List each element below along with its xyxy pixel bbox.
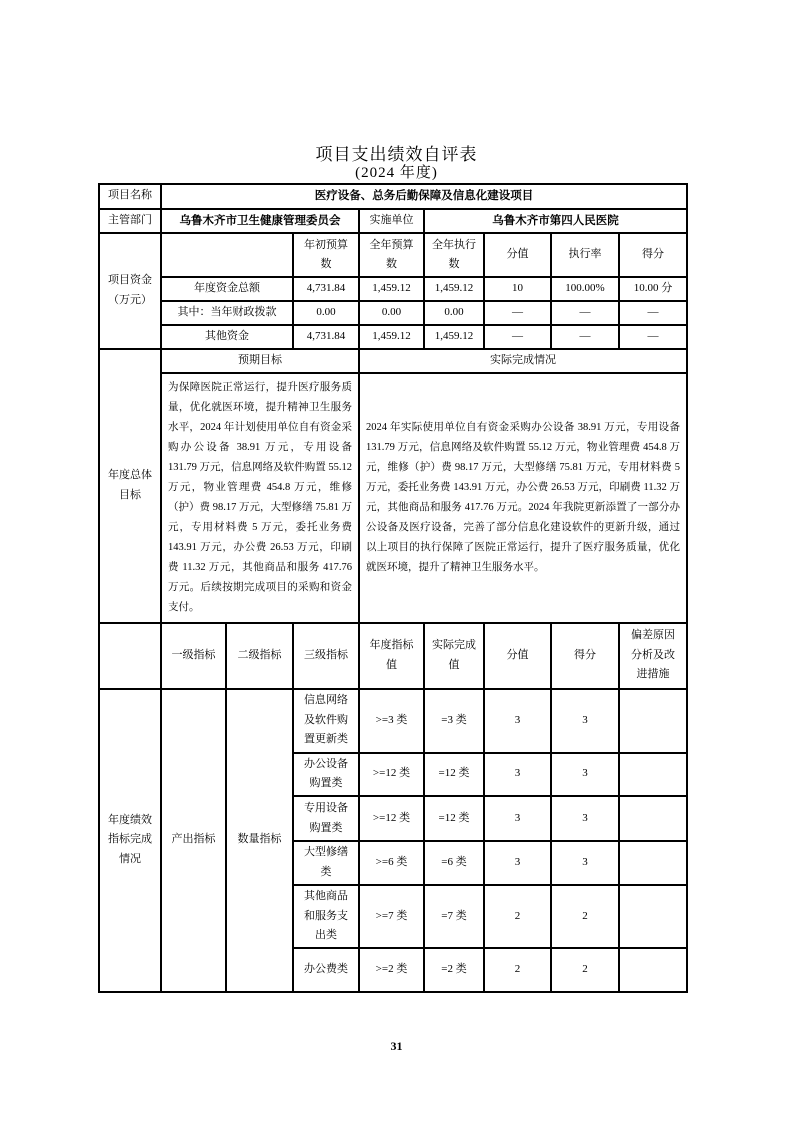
goal-body-row	[99, 373, 687, 623]
indicator-score: 3	[551, 841, 619, 885]
funds-cell: —	[484, 301, 551, 325]
funds-cell: 1,459.12	[359, 325, 424, 349]
funds-cell: 100.00%	[551, 277, 619, 301]
indicator-header-level1: 一级指标	[161, 623, 226, 689]
doc-title: 项目支出绩效自评表	[315, 145, 478, 164]
indicator-target: >=3 类	[359, 689, 424, 753]
indicator-actual: =6 类	[424, 841, 484, 885]
project-name-label: 项目名称	[99, 184, 161, 209]
funds-cell: —	[619, 325, 687, 349]
empty-cell	[99, 623, 161, 689]
indicator-score-value: 3	[484, 689, 551, 753]
funds-header-initial-budget: 年初预算数	[293, 233, 359, 277]
indicator-header-score-value: 分值	[484, 623, 551, 689]
indicator-actual: =7 类	[424, 885, 484, 948]
indicator-score-value: 2	[484, 885, 551, 948]
indicator-score: 3	[551, 689, 619, 753]
funds-row-other	[99, 325, 687, 349]
indicator-actual: =12 类	[424, 796, 484, 841]
goal-actual-text: 2024 年实际使用单位自有资金采购办公设备 38.91 万元，专用设备 131.79 万元，信息网络及软件购置 55.12 万元，物业管理费 454.8 万元，维修（护）费 98.17 万元，大型修缮 75.81 万元，专用材料费 5 万元，委托业务费 143.91 万元，办公费 26.53 万元，印刷费 11.32 万元，其他商品和服务 417.76 万元。2024 年我院更新添置了一部分办公设备及医疗设备，完善了部分信息化建设软件的更新升级，通过以上项目的执行保障了医院正常运行，提升了医疗服务质量，优化就医环境，提升了精神卫生服务水平。	[359, 373, 687, 623]
funds-header-annual-execution: 全年执行数	[424, 233, 484, 277]
dept-value: 乌鲁木齐市卫生健康管理委员会	[161, 209, 359, 234]
goal-actual-header: 实际完成情况	[359, 349, 687, 373]
dept-label: 主管部门	[99, 209, 161, 234]
impl-unit-value: 乌鲁木齐市第四人民医院	[424, 209, 687, 234]
project-name-row	[99, 184, 687, 209]
funds-cell: 4,731.84	[293, 277, 359, 301]
indicator-name: 大型修缮类	[293, 841, 359, 885]
funds-cell: —	[551, 325, 619, 349]
doc-subtitle: (2024 年度)	[355, 165, 438, 181]
empty-cell	[161, 233, 293, 277]
funds-cell: —	[619, 301, 687, 325]
indicator-header-level3: 三级指标	[293, 623, 359, 689]
funds-cell: —	[484, 325, 551, 349]
indicator-header-level2: 二级指标	[226, 623, 293, 689]
indicator-name: 信息网络及软件购置更新类	[293, 689, 359, 753]
funds-header-score-value: 分值	[484, 233, 551, 277]
indicator-score-value: 3	[484, 796, 551, 841]
indicator-name: 专用设备购置类	[293, 796, 359, 841]
funds-row-label: 其他资金	[161, 325, 293, 349]
indicator-target: >=2 类	[359, 948, 424, 992]
indicator-deviation-cell	[619, 753, 687, 797]
funds-cell: —	[551, 301, 619, 325]
indicator-target: >=12 类	[359, 796, 424, 841]
funds-cell: 1,459.12	[424, 277, 484, 301]
indicator-score: 2	[551, 885, 619, 948]
indicator-deviation-cell	[619, 841, 687, 885]
indicator-score: 3	[551, 753, 619, 797]
indicator-name: 办公设备购置类	[293, 753, 359, 797]
funds-cell: 1,459.12	[359, 277, 424, 301]
funds-cell: 1,459.12	[424, 325, 484, 349]
indicator-header-score: 得分	[551, 623, 619, 689]
funds-cell: 0.00	[359, 301, 424, 325]
indicator-deviation-cell	[619, 796, 687, 841]
funds-row-label: 年度资金总额	[161, 277, 293, 301]
indicator-actual: =12 类	[424, 753, 484, 797]
indicator-level2-value: 数量指标	[226, 689, 293, 993]
indicator-name: 其他商品和服务支出类	[293, 885, 359, 948]
funds-cell: 10.00 分	[619, 277, 687, 301]
department-row	[99, 209, 687, 234]
funds-header-score: 得分	[619, 233, 687, 277]
funds-row-total	[99, 277, 687, 301]
indicator-name: 办公费类	[293, 948, 359, 992]
indicator-score-value: 3	[484, 753, 551, 797]
indicator-deviation-cell	[619, 885, 687, 948]
goal-section-label: 年度总体目标	[99, 349, 161, 623]
funds-cell: 4,731.84	[293, 325, 359, 349]
project-name-value: 医疗设备、总务后勤保障及信息化建设项目	[161, 184, 687, 209]
indicator-row	[99, 689, 687, 753]
indicator-header-deviation: 偏差原因分析及改进措施	[619, 623, 687, 689]
indicator-actual: =2 类	[424, 948, 484, 992]
funds-section-label: 项目资金（万元）	[99, 233, 161, 348]
funds-header-execution-rate: 执行率	[551, 233, 619, 277]
indicator-score-value: 3	[484, 841, 551, 885]
indicator-actual: =3 类	[424, 689, 484, 753]
funds-cell: 10	[484, 277, 551, 301]
funds-row-fiscal	[99, 301, 687, 325]
goal-expected-header: 预期目标	[161, 349, 359, 373]
goal-header-row	[99, 349, 687, 373]
goal-expected-text: 为保障医院正常运行，提升医疗服务质量，优化就医环境，提升精神卫生服务水平，2024 年计划使用单位自有资金采购办公设备 38.91 万元，专用设备 131.79 万元，信息网络及软件购置 55.12 万元，物业管理费 454.8 万元，维修（护）费 98.17 万元，大型修缮 75.81 万元，专用材料费 5 万元，委托业务费 143.91 万元，办公费 26.53 万元，印刷费 11.32 万元，其他商品和服务 417.76 万元。后续按期完成项目的采购和资金支付。	[161, 373, 359, 623]
funds-cell: 0.00	[424, 301, 484, 325]
indicator-level1-value: 产出指标	[161, 689, 226, 993]
indicator-deviation-cell	[619, 948, 687, 992]
indicator-header-actual: 实际完成值	[424, 623, 484, 689]
self-evaluation-table	[98, 183, 688, 993]
funds-cell: 0.00	[293, 301, 359, 325]
indicator-header-row	[99, 623, 687, 689]
indicator-score: 2	[551, 948, 619, 992]
indicator-target: >=7 类	[359, 885, 424, 948]
indicator-score-value: 2	[484, 948, 551, 992]
funds-header-row	[99, 233, 687, 277]
indicator-target: >=6 类	[359, 841, 424, 885]
impl-unit-label: 实施单位	[359, 209, 424, 234]
indicator-section-label: 年度绩效指标完成情况	[99, 689, 161, 993]
indicator-target: >=12 类	[359, 753, 424, 797]
funds-row-label: 其中：当年财政拨款	[161, 301, 293, 325]
funds-header-annual-budget: 全年预算数	[359, 233, 424, 277]
indicator-header-target: 年度指标值	[359, 623, 424, 689]
indicator-score: 3	[551, 796, 619, 841]
page-number: 31	[390, 1039, 403, 1053]
indicator-deviation-cell	[619, 689, 687, 753]
